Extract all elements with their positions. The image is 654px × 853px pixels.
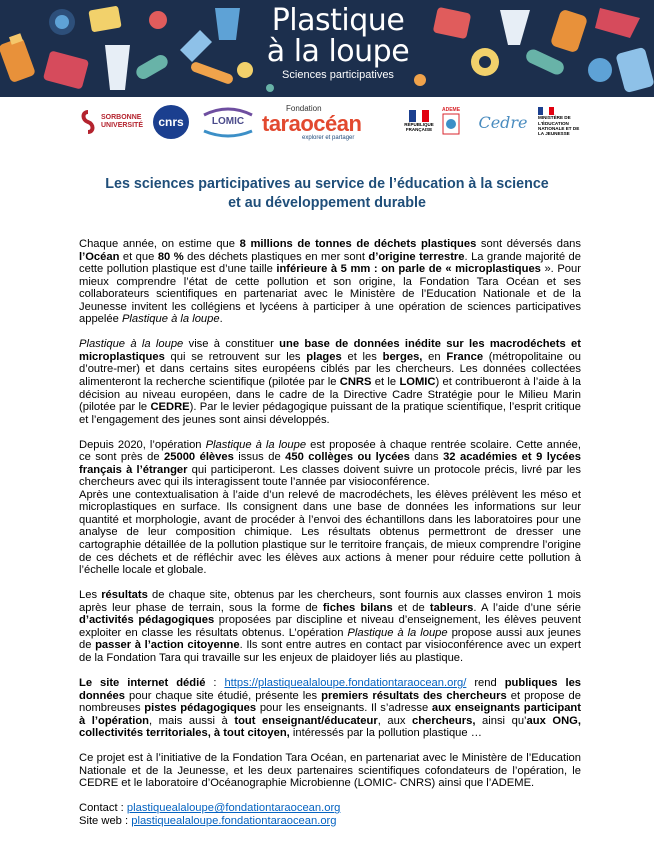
bold-run: pistes pédagogiques [144, 702, 257, 715]
sorbonne-line1: SORBONNE [100, 114, 142, 121]
paragraph-5 [79, 589, 581, 664]
text-run: (métropolitaine ou d’outre-mer) et dans certains sites européens ciblés par les chercheurs. Les données collectées alimenteront la recherche scientifique (pilotée par le [79, 350, 581, 388]
title-line2: et au développement durable [228, 195, 426, 211]
text-run: : [205, 676, 225, 689]
text-run: et propose de nombreuses [79, 689, 581, 715]
text-run: Chaque année, on estime que [79, 238, 240, 250]
bold-run: CNRS [339, 375, 372, 388]
bold-run: LOMIC [399, 375, 436, 388]
text-run: proposées par discipline et niveau d’enseignement, les élèves peuvent exploiter en classe les résultats obtenus. L’opération [79, 614, 581, 639]
bold-run: tableurs [429, 601, 474, 614]
cedre-logo [474, 107, 532, 137]
text-run: ). Par le levier pédagogique puissant de la pratique scientifique, l’esprit critique et l’engagement des jeunes sont ainsi développés. [79, 401, 581, 426]
ademe-text: ADEME [441, 107, 461, 113]
bold-run: passer à l’action citoyenne [95, 639, 240, 652]
p6-intro [79, 677, 224, 689]
bold-run: CEDRE [150, 401, 190, 414]
brand-title-line1: Plastique [271, 3, 405, 38]
bold-run: premiers résultats des chercheurs [321, 689, 507, 702]
text-run: Depuis 2020, l’opération [79, 438, 206, 451]
flag-icon [538, 107, 554, 115]
paragraph-4 [79, 489, 581, 577]
paragraph-7 [79, 752, 581, 790]
rf-text: RÉPUBLIQUE FRANÇAISE [404, 122, 434, 132]
header-banner [0, 0, 654, 97]
marianne-icon [409, 110, 429, 122]
text-run: issus de [233, 451, 286, 464]
bold-run: 8 millions de tonnes de déchets plastiques [239, 238, 477, 250]
text-run: sont déversés dans [476, 238, 581, 250]
sorbonne-emblem-icon [79, 110, 97, 134]
bold-run: d’activités pédagogiques [79, 614, 215, 627]
bold-run: 450 collèges ou lycées [285, 451, 410, 464]
partner-logos [0, 97, 654, 147]
text-run: et de [392, 601, 430, 614]
text-run: des déchets plastiques en mer sont [183, 250, 369, 263]
website-link[interactable]: plastiquealaloupe.fondationtaraocean.org [131, 814, 337, 827]
contact-label: Contact : [79, 802, 127, 815]
lomic-text: LOMIC [211, 116, 245, 127]
text-run: ainsi qu’ [475, 714, 527, 727]
text-run: , mais aussi à [148, 714, 235, 727]
text-run: vise à constituer [183, 338, 280, 351]
text-run: propose aussi aux jeunes de [79, 626, 581, 652]
text-run: Les [79, 589, 102, 602]
text-run: ) et contribueront à l’aide à la décision au niveau européen, dans le cadre de la Directive Cadre Stratégie pour le Milieu Marin (pilotée par le [79, 375, 581, 414]
bold-run: Le site internet dédié [79, 676, 206, 689]
contact-line [79, 802, 581, 815]
italic-run: Plastique à la loupe [79, 338, 184, 351]
contact-email-link[interactable]: plastiquealaloupe@fondationtaraocean.org [126, 802, 341, 815]
website-line [79, 815, 581, 828]
text-run: dans [409, 451, 444, 464]
ademe-logo [440, 103, 462, 139]
bold-run: aux ONG, collectivités territoriales, à tout citoyen, [79, 714, 581, 740]
bold-run: d’origine terrestre [368, 250, 465, 263]
bold-run: 25000 élèves [164, 451, 234, 464]
paragraph-1 [79, 238, 581, 326]
italic-run: Plastique à la loupe [347, 626, 448, 639]
text-run: en [422, 350, 447, 363]
tara-name: taraocéan [262, 110, 362, 136]
bold-run: France [446, 350, 484, 363]
bold-run: plages [306, 350, 342, 363]
sorbonne-line2: UNIVERSITÉ [100, 122, 143, 129]
text-run: et que [119, 250, 158, 263]
cedre-text: Cedre [478, 112, 528, 132]
text-run: pour chaque site étudié, présente les [125, 689, 322, 702]
bold-run: berges, [382, 350, 423, 363]
ministere-text: MINISTÈRE DE L'ÉDUCATION NATIONALE ET DE LA JEUNESSE [538, 115, 580, 137]
bold-run: chercheurs, [412, 714, 476, 727]
bold-run: fiches bilans [322, 601, 393, 614]
bold-run: publiques les données [79, 676, 582, 702]
document-title [60, 175, 594, 213]
bold-run: l’Océan [79, 250, 120, 263]
paragraph-3 [79, 439, 581, 489]
text-run: pour les enseignants. Il s’adresse [256, 702, 432, 715]
bold-run: aux enseignants participant à l’opération [79, 702, 581, 727]
cnrs-logo [153, 105, 189, 139]
text-run: rend [466, 676, 505, 689]
text-run: ». Pour mieux comprendre l’état de cette pollution et son origine, la Fondation Tara Océan et ses collaborateurs scientifiques en partenariat avec le Ministère de l’Education Nationale et de la Jeunesse invitent les collégiens et lycéens à participer à une opération de sciences participatives appelée [79, 263, 581, 326]
tara-ocean-logo [262, 101, 392, 143]
site-label: Site web : [79, 814, 132, 827]
brand-title-line2: à la loupe [266, 34, 410, 69]
bold-run: résultats [101, 589, 148, 602]
italic-run: Plastique à la loupe [205, 438, 307, 451]
text-run: . [219, 313, 223, 326]
text-run: intéressés par la pollution plastique … [289, 727, 482, 740]
document-body [79, 238, 581, 827]
paragraph-2 [79, 338, 581, 426]
tara-tagline: explorer et partager [302, 134, 355, 141]
text-run: de chaque site, obtenus par les chercheurs, sont fournis aux classes environ 1 mois après leur phase de terrain, sous la forme de [79, 589, 582, 614]
text-run: qui participeront. Les classes doivent suivre un protocole précis, livré par les chercheurs avec qui ils interagissent toute l’année par visioconférence. [79, 463, 581, 489]
bold-run: une base de données inédite sur les macrodéchets et microplastiques [79, 338, 581, 363]
italic-run: Plastique à la loupe [121, 313, 220, 326]
text-run: , aux [377, 714, 412, 727]
text-run: et les [341, 350, 383, 363]
text-run: . Ils sont entre autres en contact par visioconférence avec un expert de la Fondation Tara qui travaille sur les enjeux de plaidoyer liés au plastique. [79, 639, 581, 664]
text-run: et le [371, 375, 400, 388]
text-run: Ce projet est à l’initiative de la Fondation Tara Océan, en partenariat avec le Ministère de l’Education Nationale et de la Jeunesse, et les deux partenaires scientifiques cofondateurs de l’opération, le CEDRE et le laboratoire d’Océanographie Microbienne (LOMIC- CNRS) ainsi que l’ADEME. [79, 752, 581, 790]
text-run: Après une contextualisation à l’aide d’un relevé de macrodéchets, les élèves prélèvent les méso et microplastiques en surface. Ils consignent dans une base de données les informations sur leur quantité et morphologie, avant de procéder à l’envoi des échantillons dans les laboratoires pour une analyse de leur composition chimique. Les résultats obtenus permettront de dresser une cartographie détaillée de la pollution plastique sur le territoire français, de mieux comprendre l’origine de ces déchets et de réfléchir avec les élèves aux actions à mener pour réduire cette pollution à l’échelle locale et globale. [79, 488, 581, 577]
brand-subtitle: Sciences participatives [282, 69, 394, 81]
cnrs-text: cnrs [158, 115, 184, 129]
brand-block [258, 3, 418, 81]
bold-run: tout enseignant/éducateur [234, 714, 378, 727]
text-run: . A l’aide d’une série [473, 601, 581, 614]
site-link[interactable]: https://plastiquealaloupe.fondationtaraocean.org/ [224, 676, 467, 689]
lomic-logo [200, 105, 256, 139]
ministere-logo [538, 99, 588, 145]
bold-run: 32 académies et 9 lycées français à l’étranger [79, 451, 581, 476]
sorbonne-logo [72, 109, 150, 135]
text-run: est proposée à chaque rentrée scolaire. Cette année, ce sont près de [79, 438, 581, 464]
bold-run: inférieure à 5 mm : on parle de « microplastiques [276, 263, 541, 276]
text-run: . La grande majorité de cette pollution plastique est d’une taille [79, 250, 581, 276]
contact-block [79, 802, 581, 827]
title-line1: Les sciences participatives au service de l’éducation à la science [105, 176, 549, 192]
bold-run: 80 % [157, 250, 184, 263]
text-run: qui se retrouvent sur les [164, 350, 307, 363]
ademe-emblem-icon [442, 113, 460, 135]
paragraph-6 [79, 677, 581, 740]
republique-francaise-logo [402, 103, 436, 139]
tara-fondation: Fondation [286, 103, 322, 113]
